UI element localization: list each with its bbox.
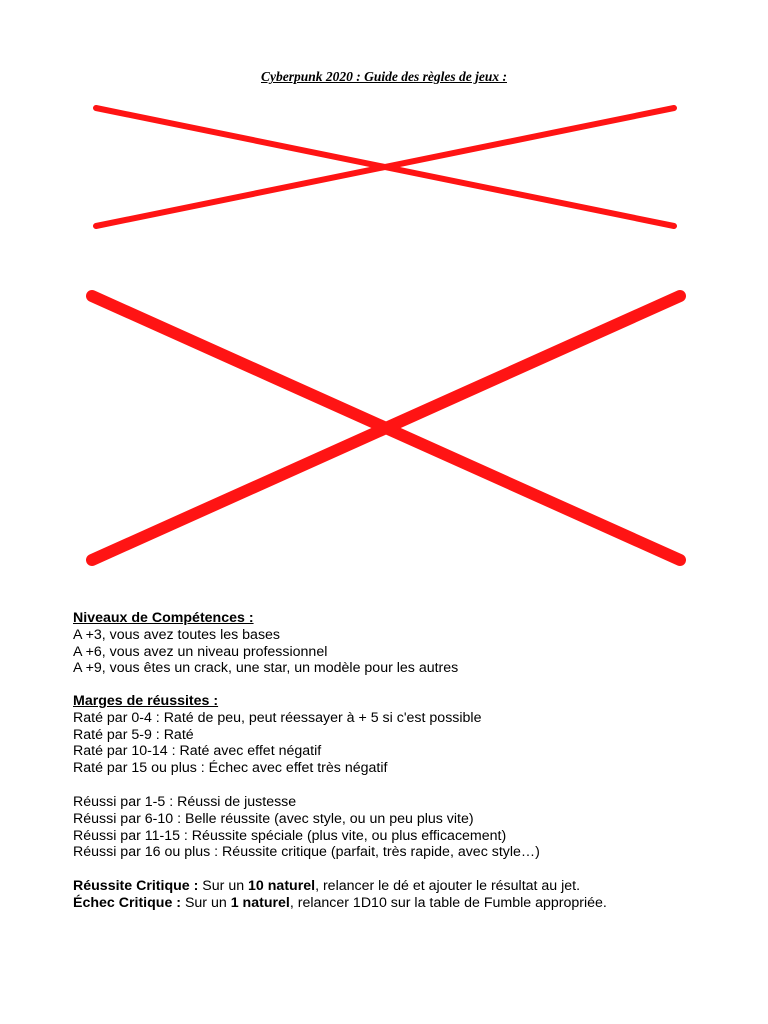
reussite-critique-line (73, 878, 607, 895)
rate-line: Raté par 0-4 : Raté de peu, peut réessayer à + 5 si c'est possible (73, 709, 482, 726)
reussi-line: Réussi par 1-5 : Réussi de justesse (73, 794, 297, 810)
reussite-critique-text: , relancer le dé et ajouter le résultat au jet. (315, 878, 581, 894)
competences-heading: Niveaux de Compétences : (73, 610, 254, 626)
echec-critique-line (73, 895, 607, 912)
reussite-critique-bold: 10 naturel (248, 878, 316, 894)
reussi-line: Réussi par 6-10 : Belle réussite (avec style, ou un peu plus vite) (73, 810, 474, 827)
reussite-critique-text: Sur un (198, 878, 249, 894)
echec-critique-text: Sur un (181, 894, 231, 911)
rate-line: Raté par 5-9 : Raté (73, 726, 194, 743)
reussi-line: Réussi par 16 ou plus : Réussite critique (parfait, très rapide, avec style…) (73, 844, 540, 861)
rate-line: Raté par 15 ou plus : Échec avec effet très négatif (73, 760, 388, 777)
echec-critique-bold: 1 naturel (230, 894, 290, 911)
crossed-out-image-2 (92, 296, 680, 560)
critiques-section (73, 878, 607, 912)
reussi-line: Réussi par 11-15 : Réussite spéciale (plus vite, ou plus efficacement) (73, 827, 507, 844)
page-title: Cyberpunk 2020 : Guide des règles de jeux : (261, 69, 507, 84)
echec-critique-text: , relancer 1D10 sur la table de Fumble appropriée. (289, 894, 607, 911)
reussis-section (73, 794, 540, 861)
competence-line: A +9, vous êtes un crack, une star, un modèle pour les autres (73, 660, 459, 677)
competences-section (73, 610, 458, 677)
crossed-out-image-1 (96, 108, 674, 226)
rate-line: Raté par 10-14 : Raté avec effet négatif (73, 743, 322, 760)
reussite-critique-label: Réussite Critique : (73, 878, 199, 894)
marges-section (73, 693, 481, 777)
echec-critique-label: Échec Critique : (73, 894, 182, 911)
competence-line: A +6, vous avez un niveau professionnel (73, 643, 328, 660)
marges-heading: Marges de réussites : (73, 693, 219, 709)
competence-line: A +3, vous avez toutes les bases (73, 626, 281, 643)
